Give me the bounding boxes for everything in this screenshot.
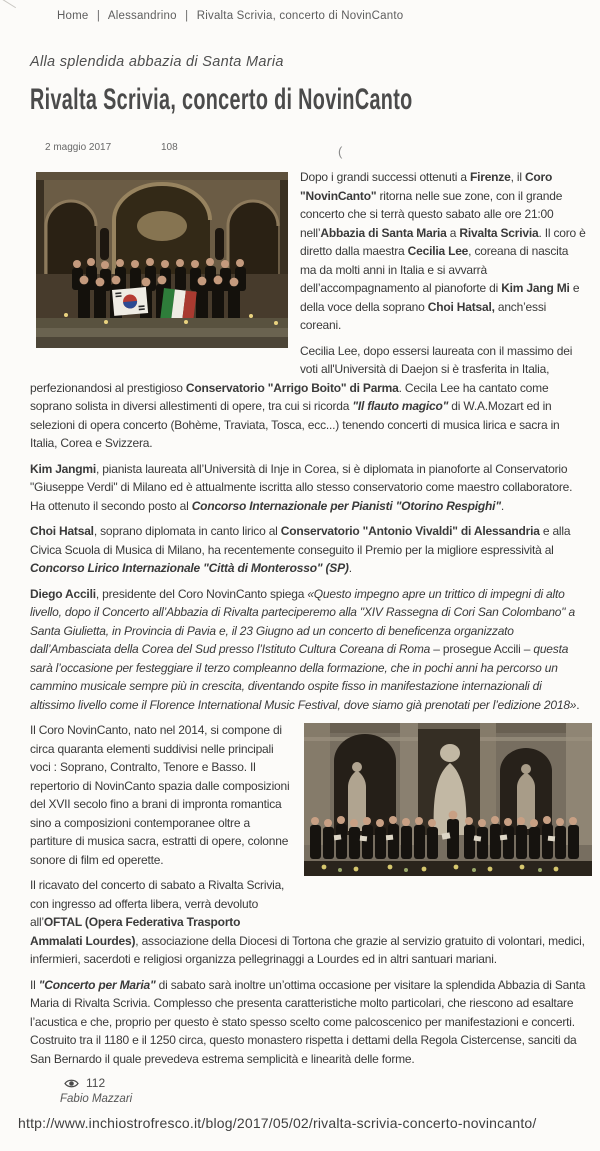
breadcrumb <box>57 10 403 22</box>
breadcrumb-home[interactable]: Home <box>57 10 89 22</box>
author-name: Fabio Mazzari <box>60 1093 133 1105</box>
breadcrumb-current: Rivalta Scrivia, concerto di NovinCanto <box>196 10 404 22</box>
paragraph-cecilia-lee: Cecilia Lee, dopo essersi laureata con il massimo dei voti all'Università di Daejon si è trasferita in Italia, perfezionandosi al prestigioso Conservatorio "Arrigo Boito" di Parma. Cecila Lee ha cantato come soprano solista in diversi allestimenti di opere, tra cui si ricorda "Il flauto magico" di W.A.Mozart ed in selezioni di opera concerto (Bohème, Traviata, Tosca, ecc...) tenendo concerti di musica lirica e sacra in Italia, Corea e Svizzera. <box>30 343 573 450</box>
korean-flag <box>112 287 148 316</box>
article-subtitle: Alla splendida abbazia di Santa Maria <box>30 54 284 70</box>
breadcrumb-category[interactable]: Alessandrino <box>107 10 177 22</box>
article-body <box>30 168 586 1068</box>
article-footer <box>30 1076 586 1105</box>
choir-exterior-illustration <box>36 172 288 348</box>
paragraph-kim-jangmi: Kim Jangmi, pianista laureata all’Università di Inje in Corea, si è diplomata in pianoforte al Conservatorio "Giuseppe Verdi" di Milano ed è attualmente iscritta allo stesso conservatorio come maestro collaboratore. Ha ottenuto il secondo posto al Concorso Internazionale per Pianisti "Otorino Respighi". <box>30 461 573 513</box>
view-count: 112 <box>86 1076 106 1090</box>
paragraph-choi-hatsal: Choi Hatsal, soprano diplomata in canto lirico al Conservatorio "Antonio Vivaldi" di Alessandria e alla Civica Scuola di Musica di Milano, ha recentemente conseguito il Premio per la migliore espressività al Concorso Lirico Internazionale "Città di Monterosso" (SP). <box>30 524 571 575</box>
paragraph-coro-storia: Il Coro NovinCanto, nato nel 2014, si compone di circa quaranta elementi suddivisi nelle principali voci : Soprano, Contralto, Tenore e Basso. Il repertorio di NovinCanto spazia dalle composizioni del XVII secolo fino a brani di impronta romantica sino a composizioni contemporanee oltre a partiture di musica sacra, estratti di opere, colonne sonore di film ed operette. <box>30 723 290 867</box>
paragraph-intro: Dopo i grandi successi ottenuti a Firenze, il Coro "NovinCanto" ritorna nelle sue zone, con il grande concerto che si terrà questo sabato alle ore 21:00 nell’Abbazia di Santa Maria a Rivalta Scrivia. Il coro è diretto dalla maestra Cecilia Lee, coreana di nascita ma da molti anni in Italia e si avvarrà dell’accompagnamento al pianoforte di Kim Jang Mi e della voce della soprano Choi Hatsal, anch’essi coreani. <box>300 170 586 332</box>
paragraph-oftal: Il ricavato del concerto di sabato a Rivalta Scrivia, con ingresso ad offerta libera, verrà devoluto all’OFTAL (Opera Federativa Trasporto Ammalati Lourdes), associazione della Diocesi di Tortona che grazie al servizio gratuito di volontari, medici, infermieri, sacerdoti e religiosi organizza pellegrinaggi a Lourdes ed in altri santuari mariani. <box>30 878 585 966</box>
eye-icon <box>64 1078 79 1089</box>
source-url: http://www.inchiostrofresco.it/blog/2017/05/02/rivalta-scrivia-concerto-novincanto/ <box>18 1115 537 1131</box>
photo-choir-performance <box>304 723 592 912</box>
publish-date: 2 maggio 2017 <box>45 142 112 153</box>
page-title: Rivalta Scrivia, concerto di NovinCanto <box>30 83 413 116</box>
breadcrumb-separator: | <box>185 10 189 22</box>
choir-performance-illustration <box>304 723 592 876</box>
article-meta <box>30 142 586 153</box>
paragraph-abbazia: Il "Concerto per Maria" di sabato sarà inoltre un’ottima occasione per visitare la splendida Abbazia di Santa Maria di Rivalta Scrivia. Complesso che presenta caratteristiche molto particolari, che riescono ad esaltare l’acustica e che, proprio per questo è stato spesso scelto come palcoscenico per manifestazioni e concerti. Costruito tra il 1180 e il 1250 circa, questo monastero rispetta i dettami della Regola Cistercense, sanciti da San Bernardo il quale prevedeva estrema semplicità e linearità delle forme. <box>30 977 586 1066</box>
view-count-top: 108 <box>160 142 178 153</box>
view-counter <box>64 1076 586 1090</box>
paragraph-diego-accili: Diego Accili, presidente del Coro NovinCanto spiega «Questo impegno apre un trittico di impegni di alto livello, dopo il Concerto all’Abbazia di Rivalta parteciperemo alla "XIV Rassegna di Cori San Colombano" a Santa Giulietta, in Provincia di Pavia e, il 23 Giugno ad un concerto di beneficenza organizzato dall’Ambasciata della Corea del Sud presso l’Istituto Cultura Coreana di Roma – prosegue Accili – questa sarà l’occasione per festeggiare il terzo compleanno della formazione, che in pochi anni ha percorso un cammino musicale sempre più in crescita, diventando ospite fisso in manifestazione internazionali di altissimo livello come il Florence International Music Festival, dove siamo già prenotati per l’edizione 2018». <box>30 586 580 712</box>
photo-choir-flags <box>36 172 288 348</box>
scan-mark: ( <box>338 144 343 159</box>
breadcrumb-separator: | <box>96 10 101 22</box>
